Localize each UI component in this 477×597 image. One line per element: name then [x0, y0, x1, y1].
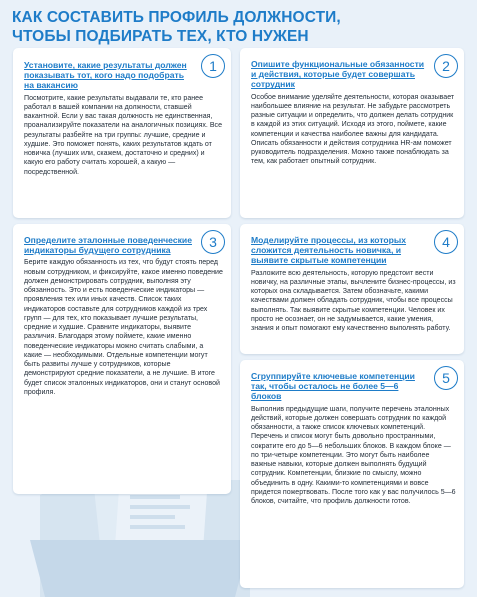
step-number-badge: 1 — [201, 54, 225, 78]
step-number-badge: 5 — [434, 366, 458, 390]
step-card-1 — [13, 48, 231, 218]
step-number-badge: 2 — [434, 54, 458, 78]
step-heading: Сгруппируйте ключевые компетенции так, чтобы осталось не более 5—6 блоков — [251, 371, 415, 402]
step-body-text: Особое внимание уделяйте деятельности, которая оказывает наибольшее влияние на результат. Не забудьте рассмотреть разные ситуации и определить, что должен делать сотрудник в каждой из этих ситуаций. Исходя из этого, поймете, какие компетенции и качества наиболее важны для кандидата. Описать обязанности и действия сотрудника HR-ам поможет руководитель подразделения. Можно также понаблюдать за тем, как работает опытный сотрудник. — [251, 93, 455, 166]
step-card-3 — [13, 224, 231, 494]
title-line-1: КАК СОСТАВИТЬ ПРОФИЛЬ ДОЛЖНОСТИ, — [12, 9, 341, 26]
step-number-badge: 4 — [434, 230, 458, 254]
step-body-text: Разложите всю деятельность, которую предстоит вести новичку, на различные этапы, вычлените бизнес-процессы, из которых она складывается. Затем обозначьте, какими качествами должен обладать сотрудник, чтобы все процессы выполнять. Так выявите скрытые компетенции. Человек их просто не осознает, он не задумывается, какие умения, знания и опыт помогают ему качественно выполнять работу. — [251, 269, 456, 333]
step-heading: Установите, какие результаты должен показывать тот, кого надо подобрать на вакансию — [24, 60, 187, 91]
step-heading: Определите эталонные поведенческие индикаторы будущего сотрудника — [24, 235, 192, 256]
step-body-text: Посмотрите, какие результаты выдавали те, кто ранее работал в вашей компании на должности, ставшей вакантной. Если у вас такая должность не единственная, проанализируйте показатели на аналогичных позициях. Все результаты разбейте на три группы: лучшие, средние и худшие. Это поможет понять, каких результатов ждать от новичка (лучших или, скажем, достаточно и средних) и какую его работу считать хорошей, а какую — посредственной. — [24, 94, 222, 176]
step-number-badge: 3 — [201, 230, 225, 254]
page-title — [12, 8, 452, 46]
step-body-text: Выполнив предыдущие шаги, получите перечень эталонных действий, которые должен совершать сотрудник по каждой обязанности, а также список ключевых компетенций. Перечень и список могут быть довольно пространными, сократите его до 5—6 небольших блоков. В каждом блоке — по три-четыре компетенции. Это могут быть наиболее важные навыки, которые должен выполнять будущий сотрудник. Компетенции, близкие по смыслу, можно объединить в одну. Какими-то компетенциями и вовсе придется пожертвовать. После того как у вас получилось 5—6 блоков, считайте, что профиль должности готов. — [251, 405, 456, 506]
title-line-2: ЧТОБЫ ПОДБИРАТЬ ТЕХ, КТО НУЖЕН — [12, 28, 309, 45]
step-card-4 — [240, 224, 464, 354]
step-heading: Опишите функциональные обязанности и действия, которые будет совершать сотрудник — [251, 59, 425, 90]
step-body-text: Берите каждую обязанность из тех, что будут стоять перед новым сотрудником, и фиксируйте, какое именно поведение должен демонстрировать сотрудник, выполняя эту обязанность. Это и есть поведенческие индикаторы — проявления тех или иных качеств. Список таких индикаторов составьте для сотрудников каждой из трех групп — для тех, кто показывает лучшие результаты, средние и худшие. Сравните индикаторы, выявите различия. Благодаря этому поймете, какие именно поведенческие индикаторы можно считать слабыми, а какие — необходимыми. Отдельные компетенции могут быть развиты лучше у сотрудников, которые демонстрируют средние показатели, а не лучшие. В итоге будет список эталонных индикаторов, они и станут основой профиля. — [24, 259, 223, 396]
step-card-5 — [240, 360, 464, 588]
step-heading: Моделируйте процессы, из которых сложится деятельность новичка, и выявите скрытые компетенции — [251, 235, 407, 266]
step-card-2 — [240, 48, 464, 218]
